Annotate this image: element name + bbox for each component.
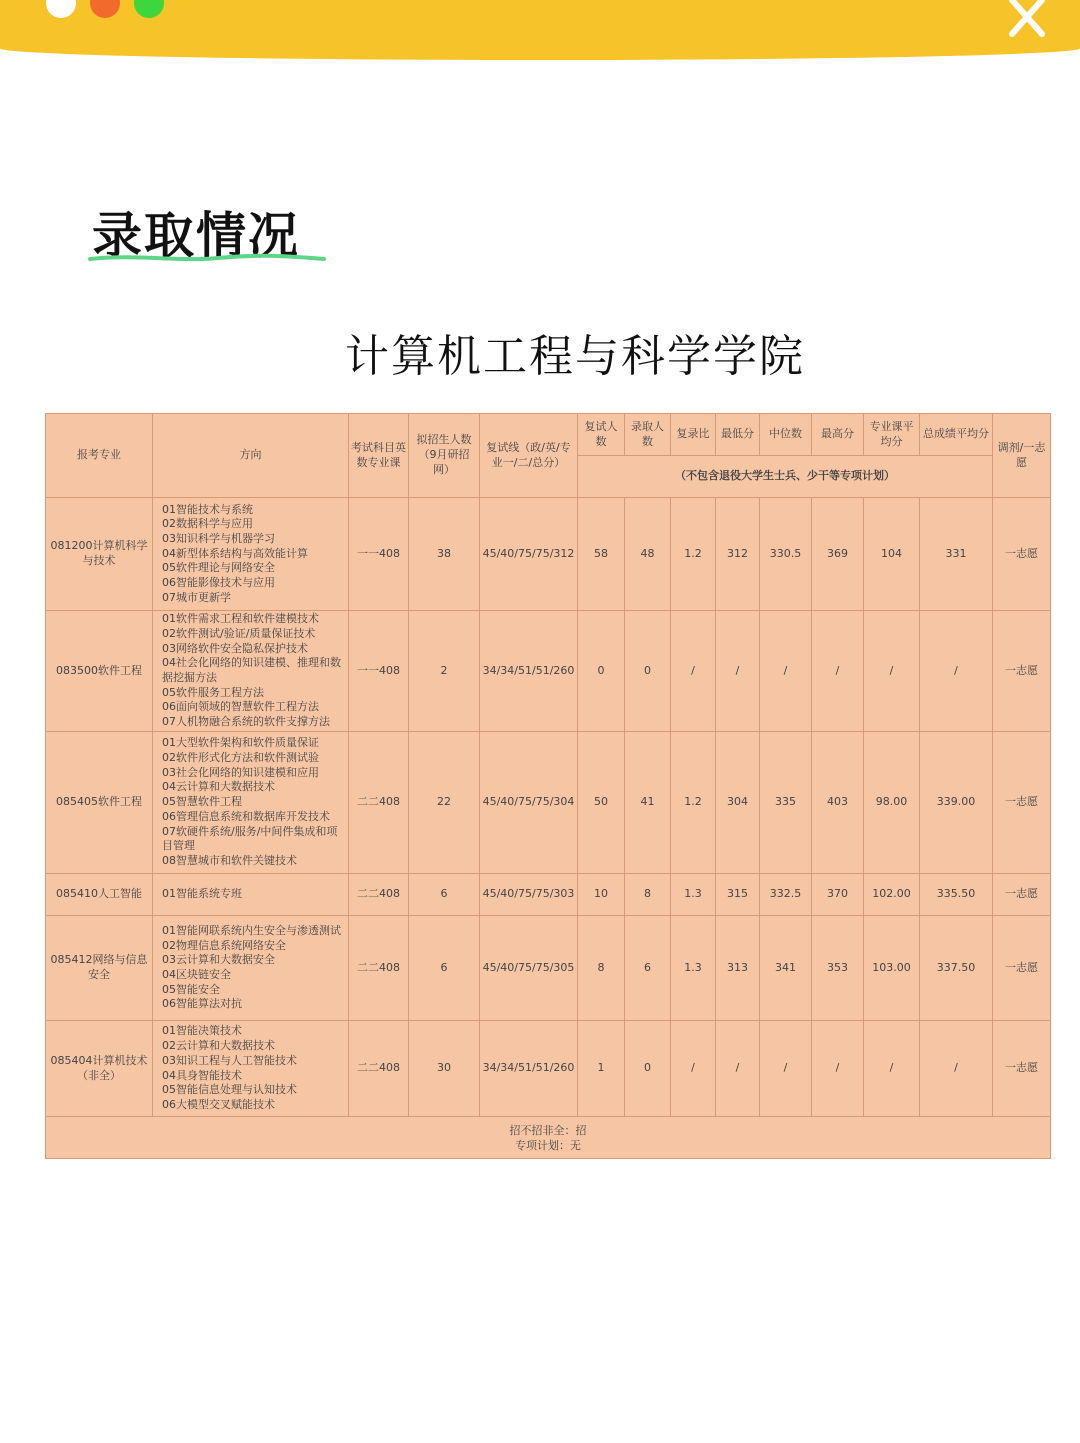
total-avg-cell: 335.50 (920, 874, 993, 916)
school-title: 计算机工程与科学学院 (345, 331, 805, 382)
exam-cell: 二二408 (349, 916, 409, 1021)
total-avg-cell: 331 (920, 498, 993, 611)
direction-item: 04社会化网络的知识建模、推理和数据挖掘方法 (162, 656, 341, 684)
quota-cell: 22 (409, 732, 480, 874)
admission-table (45, 413, 1050, 1159)
direction-item: 04云计算和大数据技术 (162, 780, 275, 794)
direction-item: 03社会化网络的知识建模和应用 (162, 765, 319, 779)
line-cell: 45/40/75/75/304 (480, 732, 578, 874)
top-banner (0, 0, 1080, 60)
header-major: 报考专业 (46, 414, 153, 498)
table-row (46, 611, 1051, 732)
table-row (46, 732, 1051, 874)
adjust-cell: 一志愿 (993, 498, 1051, 611)
adjust-cell: 一志愿 (993, 1021, 1051, 1117)
direction-item: 06大模型交叉赋能技术 (162, 1097, 275, 1111)
major-cell: 081200计算机科学与技术 (46, 498, 153, 611)
header-exam-subjects: 考试科目英数专业课 (349, 414, 409, 498)
section-title: 录取情况 (92, 207, 300, 265)
adjust-cell: 一志愿 (993, 916, 1051, 1021)
quota-cell: 38 (409, 498, 480, 611)
median-cell: 341 (760, 916, 812, 1021)
header-retest-count: 复试人数 (578, 414, 625, 456)
ratio-cell: / (671, 1021, 716, 1117)
total-avg-cell: 337.50 (920, 916, 993, 1021)
max-cell: / (812, 1021, 864, 1117)
quota-cell: 30 (409, 1021, 480, 1117)
exam-cell: 二二408 (349, 732, 409, 874)
direction-item: 03知识工程与人工智能技术 (162, 1053, 297, 1067)
direction-cell (153, 498, 349, 611)
footer-line-special-plan: 专项计划：无 (515, 1138, 581, 1152)
major-cell: 083500软件工程 (46, 611, 153, 732)
header-max-score: 最高分 (812, 414, 864, 456)
retest-cell: 1 (578, 1021, 625, 1117)
min-cell: / (716, 1021, 760, 1117)
median-cell: / (760, 611, 812, 732)
header-direction: 方向 (153, 414, 349, 498)
direction-item: 01大型软件架构和软件质量保证 (162, 736, 319, 750)
ratio-cell: / (671, 611, 716, 732)
max-cell: 403 (812, 732, 864, 874)
min-cell: 313 (716, 916, 760, 1021)
ratio-cell: 1.2 (671, 498, 716, 611)
direction-item: 07城市更新学 (162, 590, 231, 604)
direction-item: 04新型体系结构与高效能计算 (162, 546, 308, 560)
line-cell: 34/34/51/51/260 (480, 1021, 578, 1117)
direction-item: 02数据科学与应用 (162, 517, 253, 531)
ratio-cell: 1.2 (671, 732, 716, 874)
title-underline (88, 250, 328, 266)
median-cell: 332.5 (760, 874, 812, 916)
max-cell: 370 (812, 874, 864, 916)
admit-cell: 0 (625, 1021, 671, 1117)
direction-item: 05智慧软件工程 (162, 795, 242, 809)
max-cell: 369 (812, 498, 864, 611)
direction-item: 01软件需求工程和软件建模技术 (162, 612, 319, 626)
admit-cell: 48 (625, 498, 671, 611)
green-dot-icon (134, 0, 164, 18)
direction-item: 02物理信息系统网络安全 (162, 938, 286, 952)
header-quota: 拟招生人数（9月研招网） (409, 414, 480, 498)
table-footer-row (46, 1117, 1051, 1159)
table-row (46, 498, 1051, 611)
direction-cell (153, 1021, 349, 1117)
header-admit-count: 录取人数 (625, 414, 671, 456)
major-avg-cell: 104 (864, 498, 920, 611)
admit-cell: 8 (625, 874, 671, 916)
white-dot-icon (46, 0, 76, 18)
median-cell: 335 (760, 732, 812, 874)
direction-item: 06管理信息系统和数据库开发技术 (162, 809, 330, 823)
direction-item: 03云计算和大数据安全 (162, 953, 275, 967)
major-avg-cell: 103.00 (864, 916, 920, 1021)
major-cell: 085410人工智能 (46, 874, 153, 916)
table-row (46, 874, 1051, 916)
major-cell: 085405软件工程 (46, 732, 153, 874)
header-retest-ratio: 复录比 (671, 414, 716, 456)
major-avg-cell: / (864, 611, 920, 732)
direction-item: 04具身智能技术 (162, 1068, 242, 1082)
close-icon[interactable] (1004, 0, 1050, 40)
direction-item: 04区块链安全 (162, 968, 231, 981)
retest-cell: 8 (578, 916, 625, 1021)
median-cell: 330.5 (760, 498, 812, 611)
direction-item: 07人机物融合系统的软件支撑方法 (162, 715, 330, 729)
direction-item: 01智能决策技术 (162, 1024, 242, 1038)
exam-cell: 一一408 (349, 498, 409, 611)
total-avg-cell: 339.00 (920, 732, 993, 874)
direction-item: 02云计算和大数据技术 (162, 1039, 275, 1053)
direction-cell (153, 874, 349, 916)
admit-cell: 6 (625, 916, 671, 1021)
direction-item: 03知识科学与机器学习 (162, 531, 275, 545)
median-cell: / (760, 1021, 812, 1117)
direction-item: 06面向领域的智慧软件工程方法 (162, 700, 319, 714)
line-cell: 45/40/75/75/312 (480, 498, 578, 611)
direction-cell (153, 916, 349, 1021)
direction-item: 05软件服务工程方法 (162, 685, 264, 699)
major-cell: 085404计算机技术（非全） (46, 1021, 153, 1117)
header-note: （不包含退役大学生士兵、少干等专项计划） (578, 456, 993, 498)
major-avg-cell: 102.00 (864, 874, 920, 916)
direction-cell (153, 611, 349, 732)
direction-item: 01智能技术与系统 (162, 502, 253, 516)
direction-item: 02软件形式化方法和软件测试验 (162, 751, 319, 765)
direction-item: 01智能网联系统内生安全与渗透测试 (162, 923, 341, 937)
retest-cell: 50 (578, 732, 625, 874)
header-min-score: 最低分 (716, 414, 760, 456)
line-cell: 45/40/75/75/305 (480, 916, 578, 1021)
min-cell: 312 (716, 498, 760, 611)
ratio-cell: 1.3 (671, 916, 716, 1021)
retest-cell: 0 (578, 611, 625, 732)
direction-item: 02软件测试/验证/质量保证技术 (162, 626, 316, 640)
direction-item: 07软硬件系统/服务/中间件集成和项目管理 (162, 824, 338, 853)
direction-cell (153, 732, 349, 874)
direction-item: 08智慧城市和软件关键技术 (162, 853, 297, 867)
total-avg-cell: / (920, 611, 993, 732)
adjust-cell: 一志愿 (993, 732, 1051, 874)
orange-dot-icon (90, 0, 120, 18)
admit-cell: 41 (625, 732, 671, 874)
direction-item: 06智能算法对抗 (162, 997, 242, 1011)
exam-cell: 一一408 (349, 611, 409, 732)
footer-cell (46, 1117, 1051, 1159)
quota-cell: 6 (409, 916, 480, 1021)
max-cell: / (812, 611, 864, 732)
adjust-cell: 一志愿 (993, 874, 1051, 916)
table-row (46, 916, 1051, 1021)
retest-cell: 10 (578, 874, 625, 916)
header-retest-line: 复试线（政/英/专业一/二/总分） (480, 414, 578, 498)
major-avg-cell: 98.00 (864, 732, 920, 874)
direction-item: 06智能影像技术与应用 (162, 576, 275, 590)
adjust-cell: 一志愿 (993, 611, 1051, 732)
quota-cell: 2 (409, 611, 480, 732)
line-cell: 45/40/75/75/303 (480, 874, 578, 916)
min-cell: / (716, 611, 760, 732)
footer-line-part-time: 招不招非全：招 (509, 1123, 587, 1137)
min-cell: 315 (716, 874, 760, 916)
major-cell: 085412网络与信息安全 (46, 916, 153, 1021)
exam-cell: 二二408 (349, 874, 409, 916)
retest-cell: 58 (578, 498, 625, 611)
admit-cell: 0 (625, 611, 671, 732)
direction-item: 01智能系统专班 (162, 887, 242, 901)
max-cell: 353 (812, 916, 864, 1021)
direction-item: 05智能信息处理与认知技术 (162, 1083, 297, 1097)
line-cell: 34/34/51/51/260 (480, 611, 578, 732)
header-adjust: 调剂/一志愿 (993, 414, 1051, 498)
ratio-cell: 1.3 (671, 874, 716, 916)
major-avg-cell: / (864, 1021, 920, 1117)
direction-item: 05智能安全 (162, 982, 220, 996)
header-median: 中位数 (760, 414, 812, 456)
direction-item: 03网络软件安全隐私保护技术 (162, 641, 308, 655)
total-avg-cell: / (920, 1021, 993, 1117)
header-major-avg: 专业课平均分 (864, 414, 920, 456)
exam-cell: 二二408 (349, 1021, 409, 1117)
quota-cell: 6 (409, 874, 480, 916)
header-total-avg: 总成绩平均分 (920, 414, 993, 456)
table-row (46, 1021, 1051, 1117)
direction-item: 05软件理论与网络安全 (162, 561, 275, 575)
min-cell: 304 (716, 732, 760, 874)
